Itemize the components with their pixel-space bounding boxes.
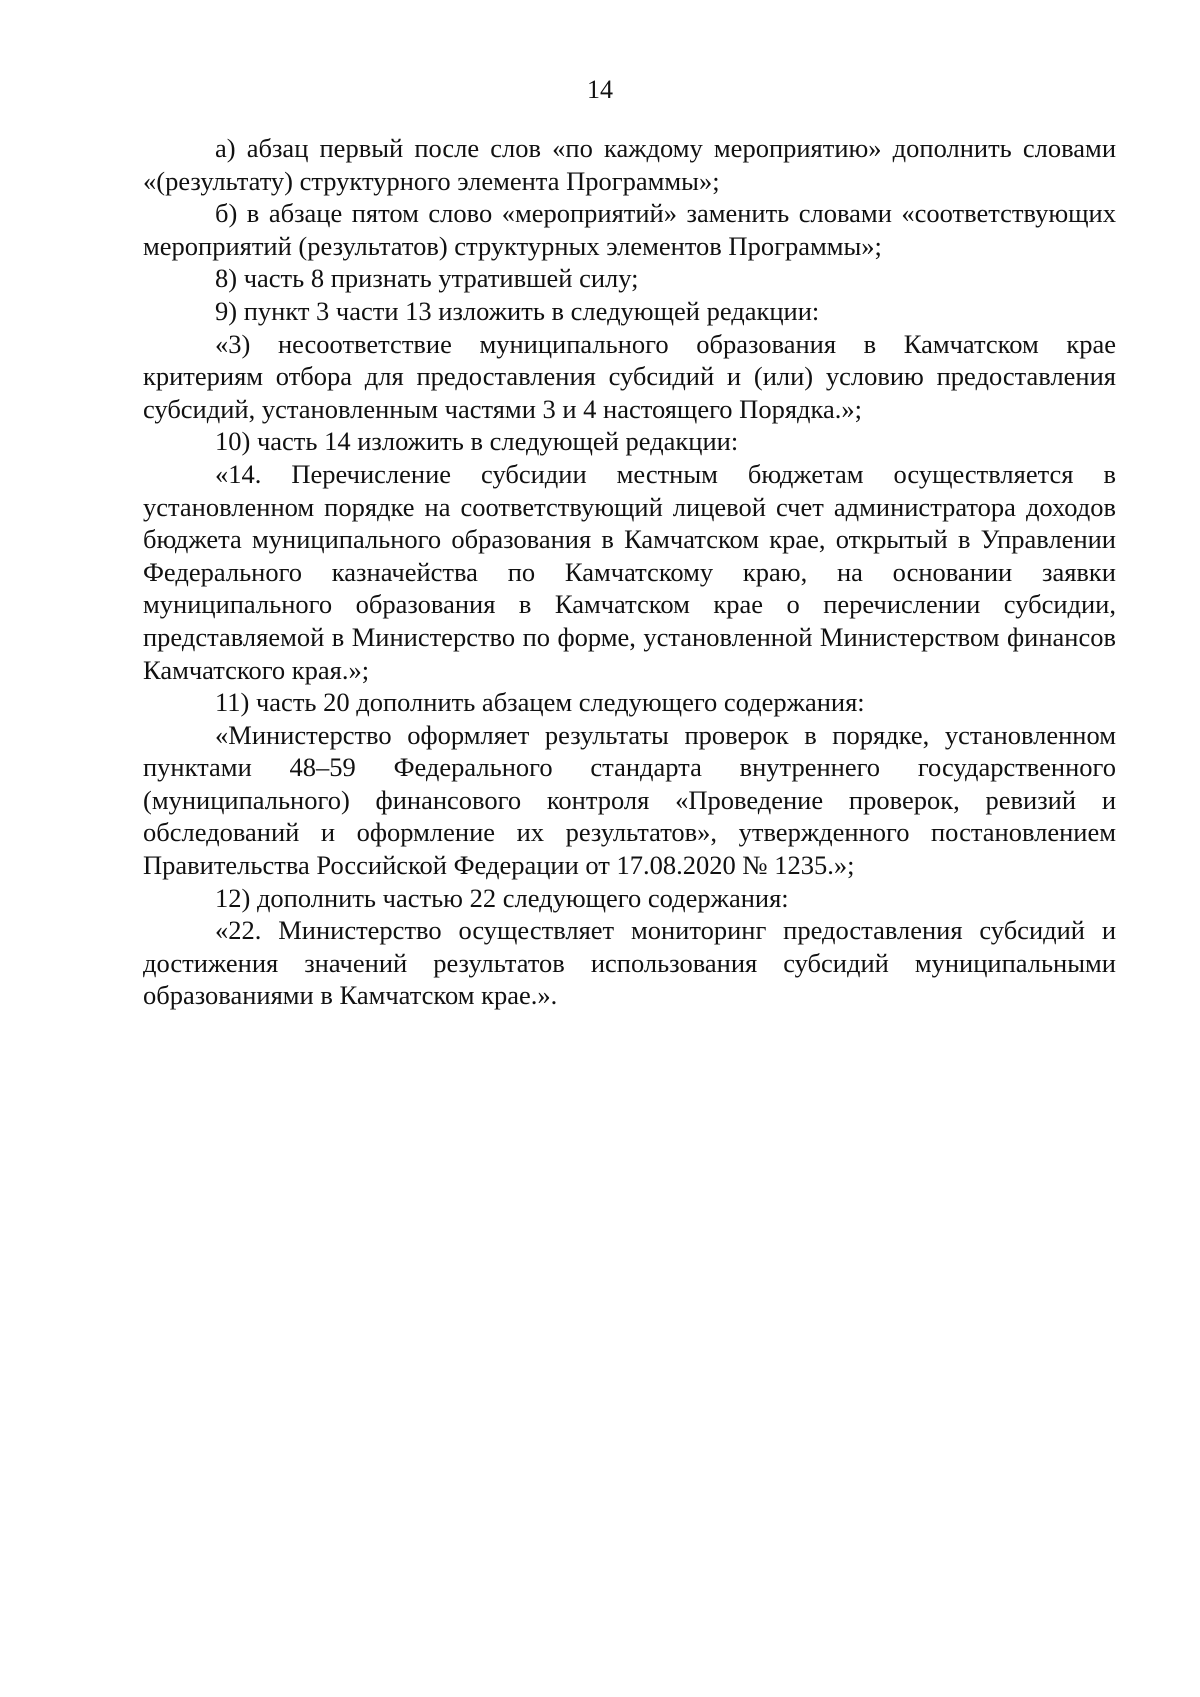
document-body bbox=[143, 132, 1116, 1012]
paragraph: 9) пункт 3 части 13 изложить в следующей редакции: bbox=[215, 295, 820, 326]
paragraph: 12) дополнить частью 22 следующего содержания: bbox=[215, 882, 789, 913]
paragraph: «3) несоответствие муниципального образования в Камчатском крае критериям отбора для предоставления субсидий и (или) условию предоставления субсидий, установленным частями 3 и 4 настоящего Порядка.»; bbox=[143, 328, 1116, 424]
paragraph: «22. Министерство осуществляет мониторинг предоставления субсидий и достижения значений результатов использования субсидий муниципальными образованиями в Камчатском крае.». bbox=[143, 915, 1116, 1011]
paragraph: б) в абзаце пятом слово «мероприятий» заменить словами «соответствующих мероприятий (результатов) структурных элементов Программы»; bbox=[143, 198, 1116, 261]
paragraph: а) абзац первый после слов «по каждому мероприятию» дополнить словами «(результату) структурного элемента Программы»; bbox=[143, 133, 1116, 196]
paragraph: «14. Перечисление субсидии местным бюджетам осуществляется в установленном порядке на соответствующий лицевой счет администратора доходов бюджета муниципального образования в Камчатском крае, открытый в Управлении Федерального казначейства по Камчатскому краю, на основании заявки муниципального образования в Камчатском крае о перечислении субсидии, представляемой в Министерство по форме, установленной Министерством финансов Камчатского края.»; bbox=[143, 458, 1116, 685]
paragraph: 10) часть 14 изложить в следующей редакции: bbox=[215, 426, 739, 457]
page-number: 14 bbox=[587, 75, 613, 104]
paragraph: «Министерство оформляет результаты проверок в порядке, установленном пунктами 48–59 Федерального стандарта внутреннего государственного (муниципального) финансового контроля «Проведение проверок, ревизий и обследований и оформление их результатов», утвержденного постановлением Правительства Российской Федерации от 17.08.2020 № 1235.»; bbox=[143, 719, 1116, 881]
paragraph: 8) часть 8 признать утратившей силу; bbox=[215, 263, 639, 294]
paragraph: 11) часть 20 дополнить абзацем следующего содержания: bbox=[215, 687, 865, 718]
